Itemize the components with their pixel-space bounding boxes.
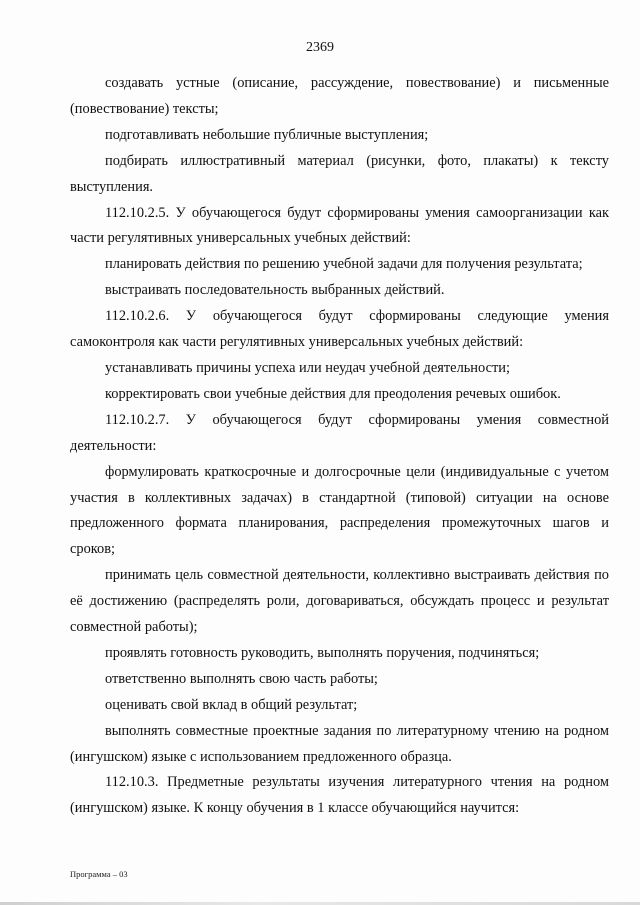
paragraph: проявлять готовность руководить, выполнять поручения, подчиняться;	[105, 644, 540, 661]
paragraph: выстраивать последовательность выбранных действий.	[105, 282, 445, 299]
document-body	[70, 71, 609, 822]
paragraph: 112.10.2.7. У обучающегося будут сформированы умения совместной деятельности:	[70, 411, 609, 454]
page-number: 2369	[306, 40, 334, 55]
paragraph: оценивать свой вклад в общий результат;	[105, 696, 358, 713]
paragraph: 112.10.3. Предметные результаты изучения литературного чтения на родном (ингушском) языке. К концу обучения в 1 классе обучающийся научится:	[70, 774, 609, 817]
paragraph: выполнять совместные проектные задания по литературному чтению на родном (ингушском) языке с использованием предложенного образца.	[70, 722, 609, 765]
paragraph: принимать цель совместной деятельности, коллективно выстраивать действия по её достижению (распределять роли, договариваться, обсуждать процесс и результат совместной работы);	[70, 567, 609, 636]
paragraph: подбирать иллюстративный материал (рисунки, фото, плакаты) к тексту выступления.	[70, 152, 609, 195]
paragraph: создавать устные (описание, рассуждение, повествование) и письменные (повествование) тексты;	[70, 75, 609, 117]
footer-label: Программа – 03	[70, 869, 128, 879]
paragraph: корректировать свои учебные действия для преодоления речевых ошибок.	[105, 385, 561, 402]
paragraph: планировать действия по решению учебной задачи для получения результата;	[105, 256, 583, 273]
paragraph: формулировать краткосрочные и долгосрочные цели (индивидуальные с учетом участия в коллективных задачах) в стандартной (типовой) ситуации на основе предложенного формата планирования, распределения промежуточных шагов и сроков;	[70, 463, 609, 558]
paragraph: подготавливать небольшие публичные выступления;	[105, 126, 429, 143]
paragraph: 112.10.2.5. У обучающегося будут сформированы умения самоорганизации как части регулятивных универсальных учебных действий:	[70, 204, 609, 247]
paragraph: устанавливать причины успеха или неудач учебной деятельности;	[105, 359, 510, 376]
paragraph: ответственно выполнять свою часть работы;	[105, 670, 378, 687]
paragraph: 112.10.2.6. У обучающегося будут сформированы следующие умения самоконтроля как части регулятивных универсальных учебных действий:	[70, 308, 609, 351]
